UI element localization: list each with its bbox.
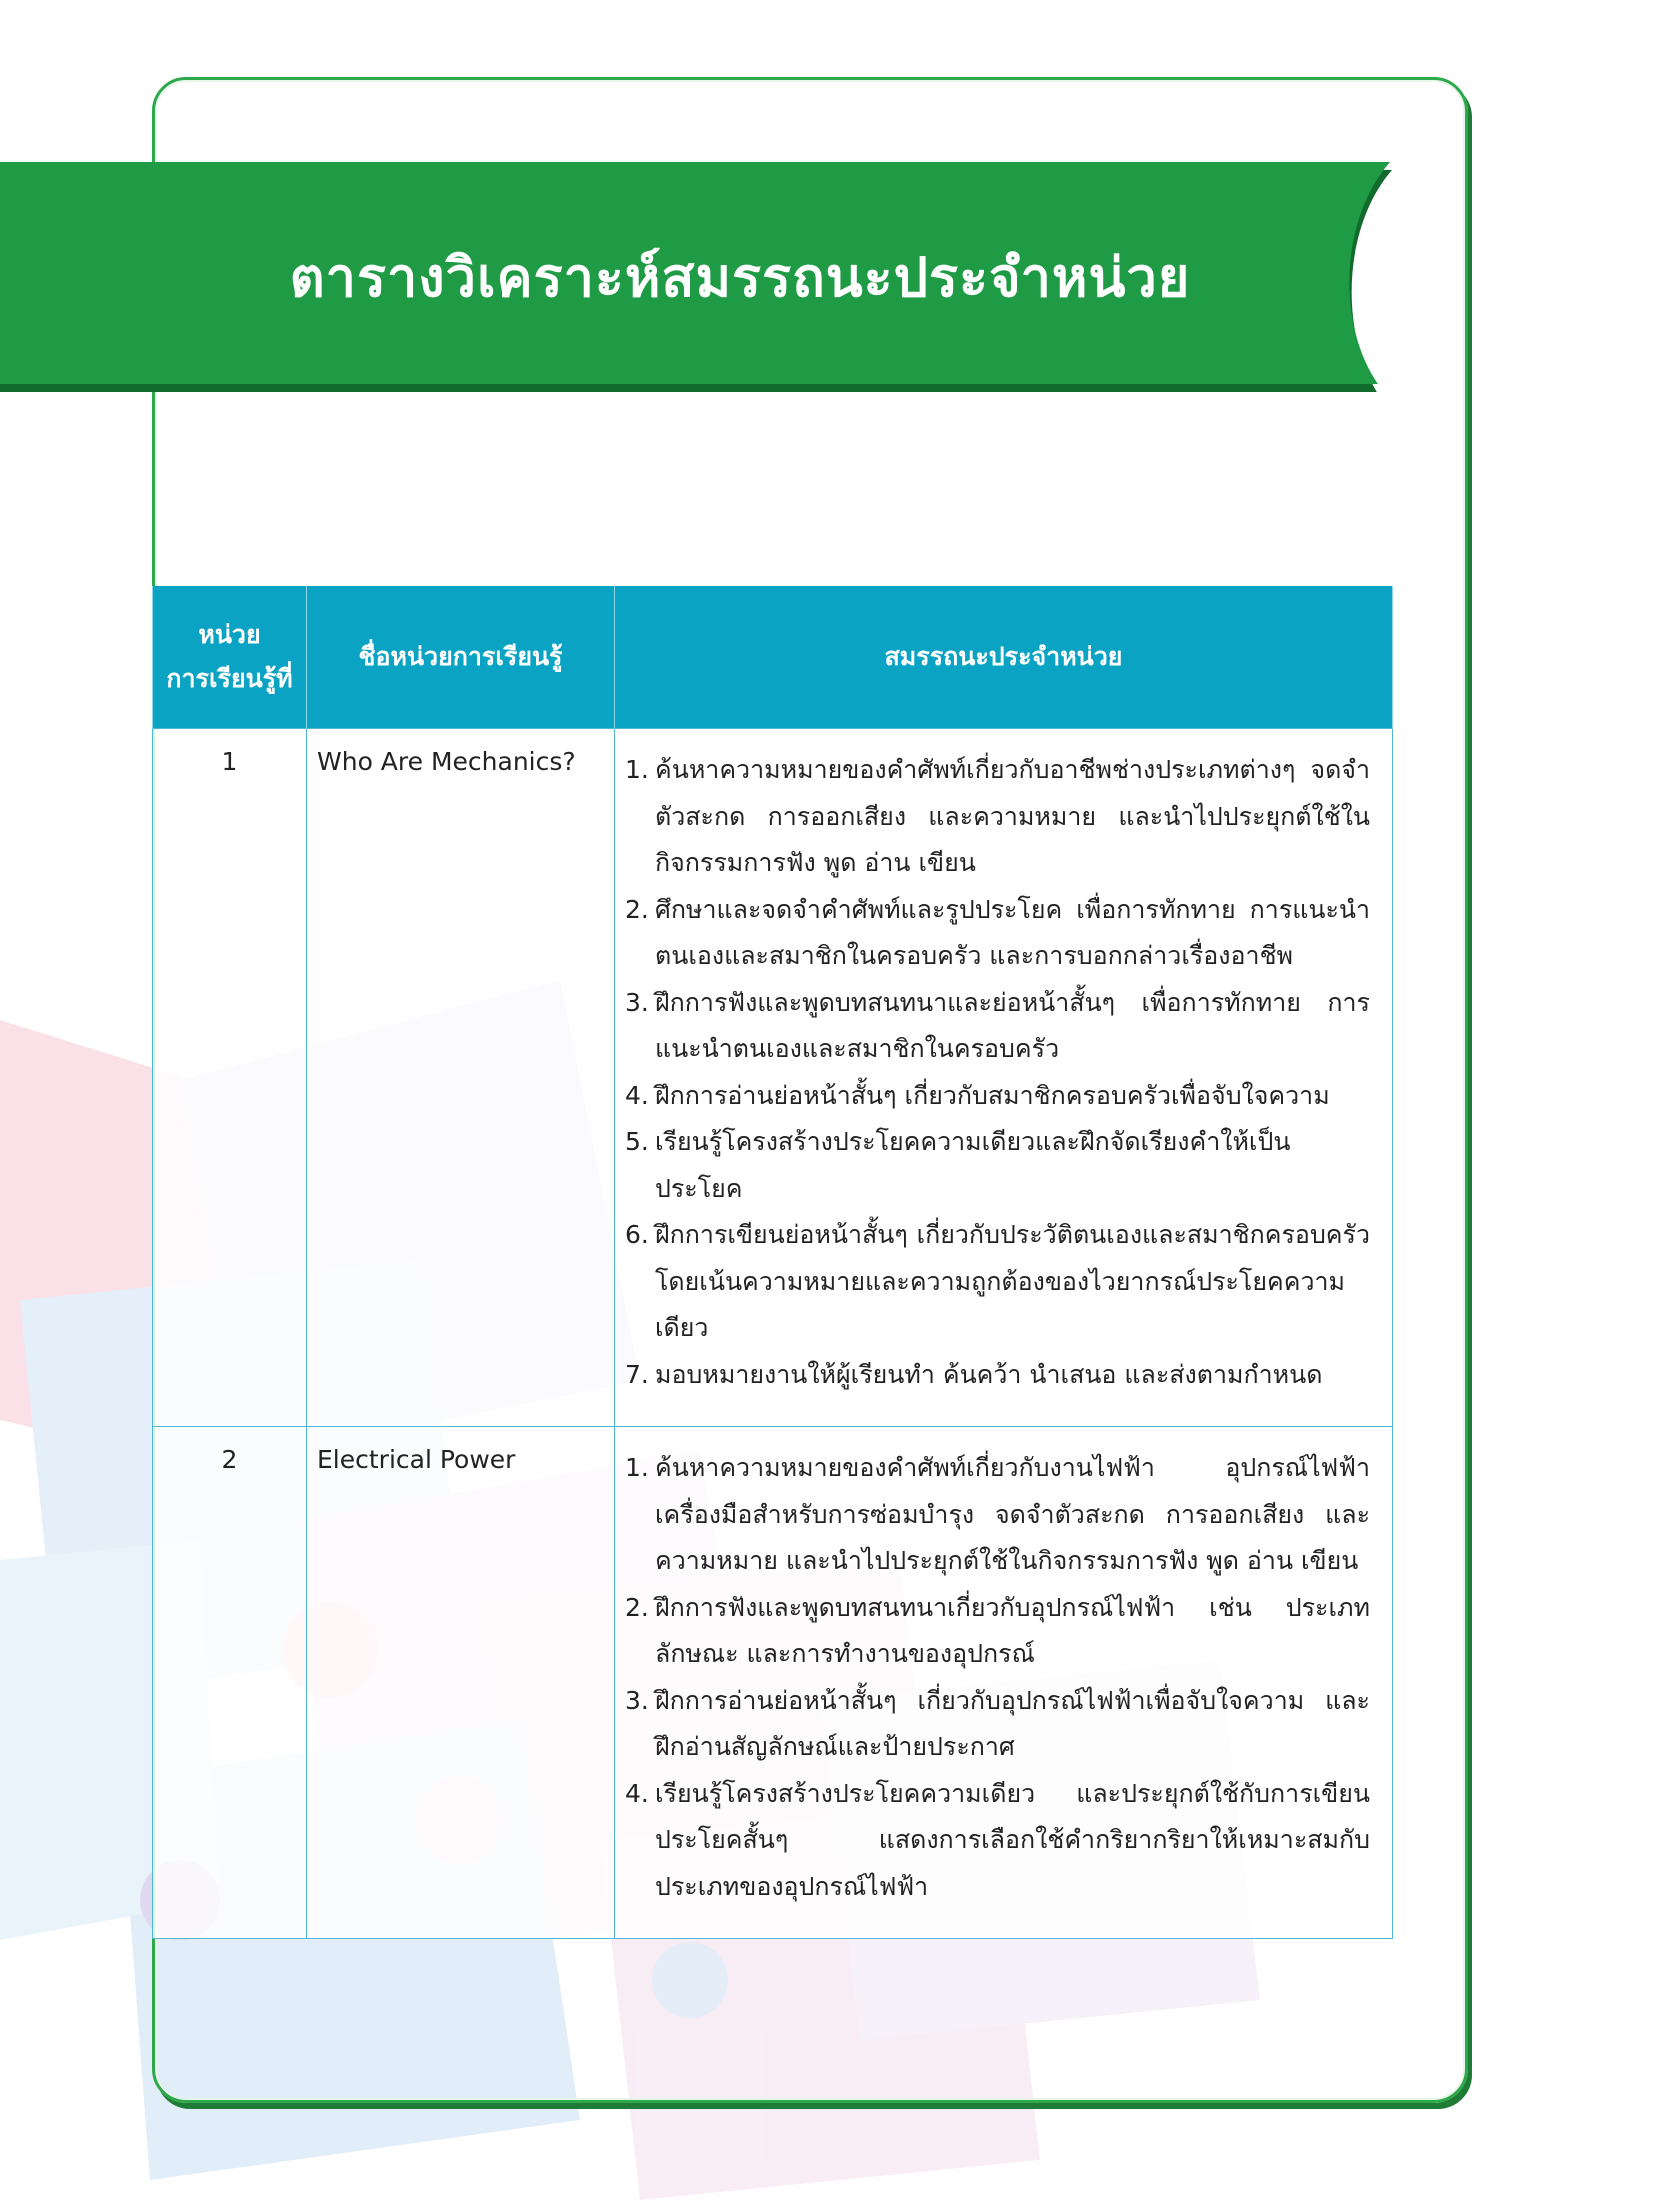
- list-item-text: ค้นหาความหมายของคำศัพท์เกี่ยวกับงานไฟฟ้า อุปกรณ์ไฟฟ้า เครื่องมือสำหรับการซ่อมบำรุง จดจำตัวสะกด การออกเสียง และความหมาย และนำไปประยุกต์ใช้ในกิจกรรมการฟัง พูด อ่าน เขียน: [655, 1453, 1370, 1575]
- list-item-number: 4.: [625, 1778, 649, 1808]
- list-item-number: 1.: [625, 755, 649, 784]
- list-item-text: ฝึกการฟังและพูดบทสนทนาเกี่ยวกับอุปกรณ์ไฟฟ้า เช่น ประเภท ลักษณะ และการทำงานของอุปกรณ์: [655, 1592, 1370, 1668]
- list-item-number: 1.: [625, 1453, 649, 1482]
- competency-cell: [615, 1427, 1393, 1939]
- list-item-number: 6.: [625, 1220, 649, 1249]
- unit-number-cell: 1: [153, 729, 307, 1427]
- header-unit-number-line2: การเรียนรู้ที่: [166, 664, 293, 693]
- list-item-text: ฝึกการฟังและพูดบทสนทนาและย่อหน้าสั้นๆ เพื่อการทักทาย การแนะนำตนเองและสมาชิกในครอบครัว: [655, 987, 1370, 1063]
- header-competency: สมรรถนะประจำหน่วย: [615, 586, 1393, 729]
- list-item-text: เรียนรู้โครงสร้างประโยคความเดียว และประยุกต์ใช้กับการเขียนประโยคสั้นๆ แสดงการเลือกใช้คำกริยากริยาให้เหมาะสมกับประเภทของอุปกรณ์ไฟฟ้า: [655, 1778, 1370, 1901]
- header-unit-number: [153, 586, 307, 729]
- competency-table-container: [152, 586, 1392, 1939]
- list-item: [625, 1352, 1370, 1399]
- list-item-text: ฝึกการเขียนย่อหน้าสั้นๆ เกี่ยวกับประวัติตนเองและสมาชิกครอบครัวโดยเน้นความหมายและความถูกต้องของไวยากรณ์ประโยคความเดียว: [655, 1220, 1370, 1342]
- list-item: [625, 1585, 1370, 1678]
- list-item-number: 3.: [625, 987, 649, 1017]
- list-item: [625, 1445, 1370, 1585]
- list-item: [625, 1073, 1370, 1120]
- table-row: [153, 1427, 1393, 1939]
- list-item-number: 2.: [625, 894, 649, 924]
- table-header-row: [153, 586, 1393, 729]
- list-item-number: 3.: [625, 1685, 649, 1715]
- competency-list: [625, 1445, 1382, 1910]
- list-item-text: ศึกษาและจดจำคำศัพท์และรูปประโยค เพื่อการทักทาย การแนะนำตนเองและสมาชิกในครอบครัว และการบอกกล่าวเรื่องอาชีพ: [655, 894, 1370, 970]
- competency-table: [152, 586, 1393, 1939]
- list-item: [625, 747, 1370, 887]
- header-unit-name: ชื่อหน่วยการเรียนรู้: [307, 586, 615, 729]
- list-item: [625, 1771, 1370, 1911]
- list-item-text: ฝึกการอ่านย่อหน้าสั้นๆ เกี่ยวกับอุปกรณ์ไฟฟ้าเพื่อจับใจความ และฝึกอ่านสัญลักษณ์และป้ายประกาศ: [655, 1685, 1370, 1761]
- list-item-text: ค้นหาความหมายของคำศัพท์เกี่ยวกับอาชีพช่างประเภทต่างๆ จดจำตัวสะกด การออกเสียง และความหมาย และนำไปประยุกต์ใช้ในกิจกรรมการฟัง พูด อ่าน เขียน: [655, 755, 1370, 877]
- unit-name-cell: Electrical Power: [307, 1427, 615, 1939]
- table-row: [153, 729, 1393, 1427]
- list-item-number: 5.: [625, 1127, 649, 1156]
- page-title: ตารางวิเคราะห์สมรรถนะประจำหน่วย: [289, 246, 1191, 309]
- unit-name-cell: Who Are Mechanics?: [307, 729, 615, 1427]
- competency-list: [625, 747, 1382, 1398]
- unit-number-cell: 2: [153, 1427, 307, 1939]
- competency-cell: [615, 729, 1393, 1427]
- list-item: [625, 980, 1370, 1073]
- list-item-text: ฝึกการอ่านย่อหน้าสั้นๆ เกี่ยวกับสมาชิกครอบครัวเพื่อจับใจความ: [655, 1080, 1330, 1110]
- list-item: [625, 1119, 1370, 1212]
- list-item-number: 4.: [625, 1080, 649, 1110]
- header-unit-number-line1: หน่วย: [198, 620, 261, 649]
- list-item-text: มอบหมายงานให้ผู้เรียนทำ ค้นคว้า นำเสนอ และส่งตามกำหนด: [655, 1359, 1323, 1389]
- list-item-number: 2.: [625, 1592, 649, 1622]
- list-item: [625, 1212, 1370, 1352]
- list-item-number: 7.: [625, 1359, 649, 1389]
- list-item: [625, 1678, 1370, 1771]
- list-item: [625, 887, 1370, 980]
- list-item-text: เรียนรู้โครงสร้างประโยคความเดียวและฝึกจัดเรียงคำให้เป็นประโยค: [655, 1127, 1291, 1203]
